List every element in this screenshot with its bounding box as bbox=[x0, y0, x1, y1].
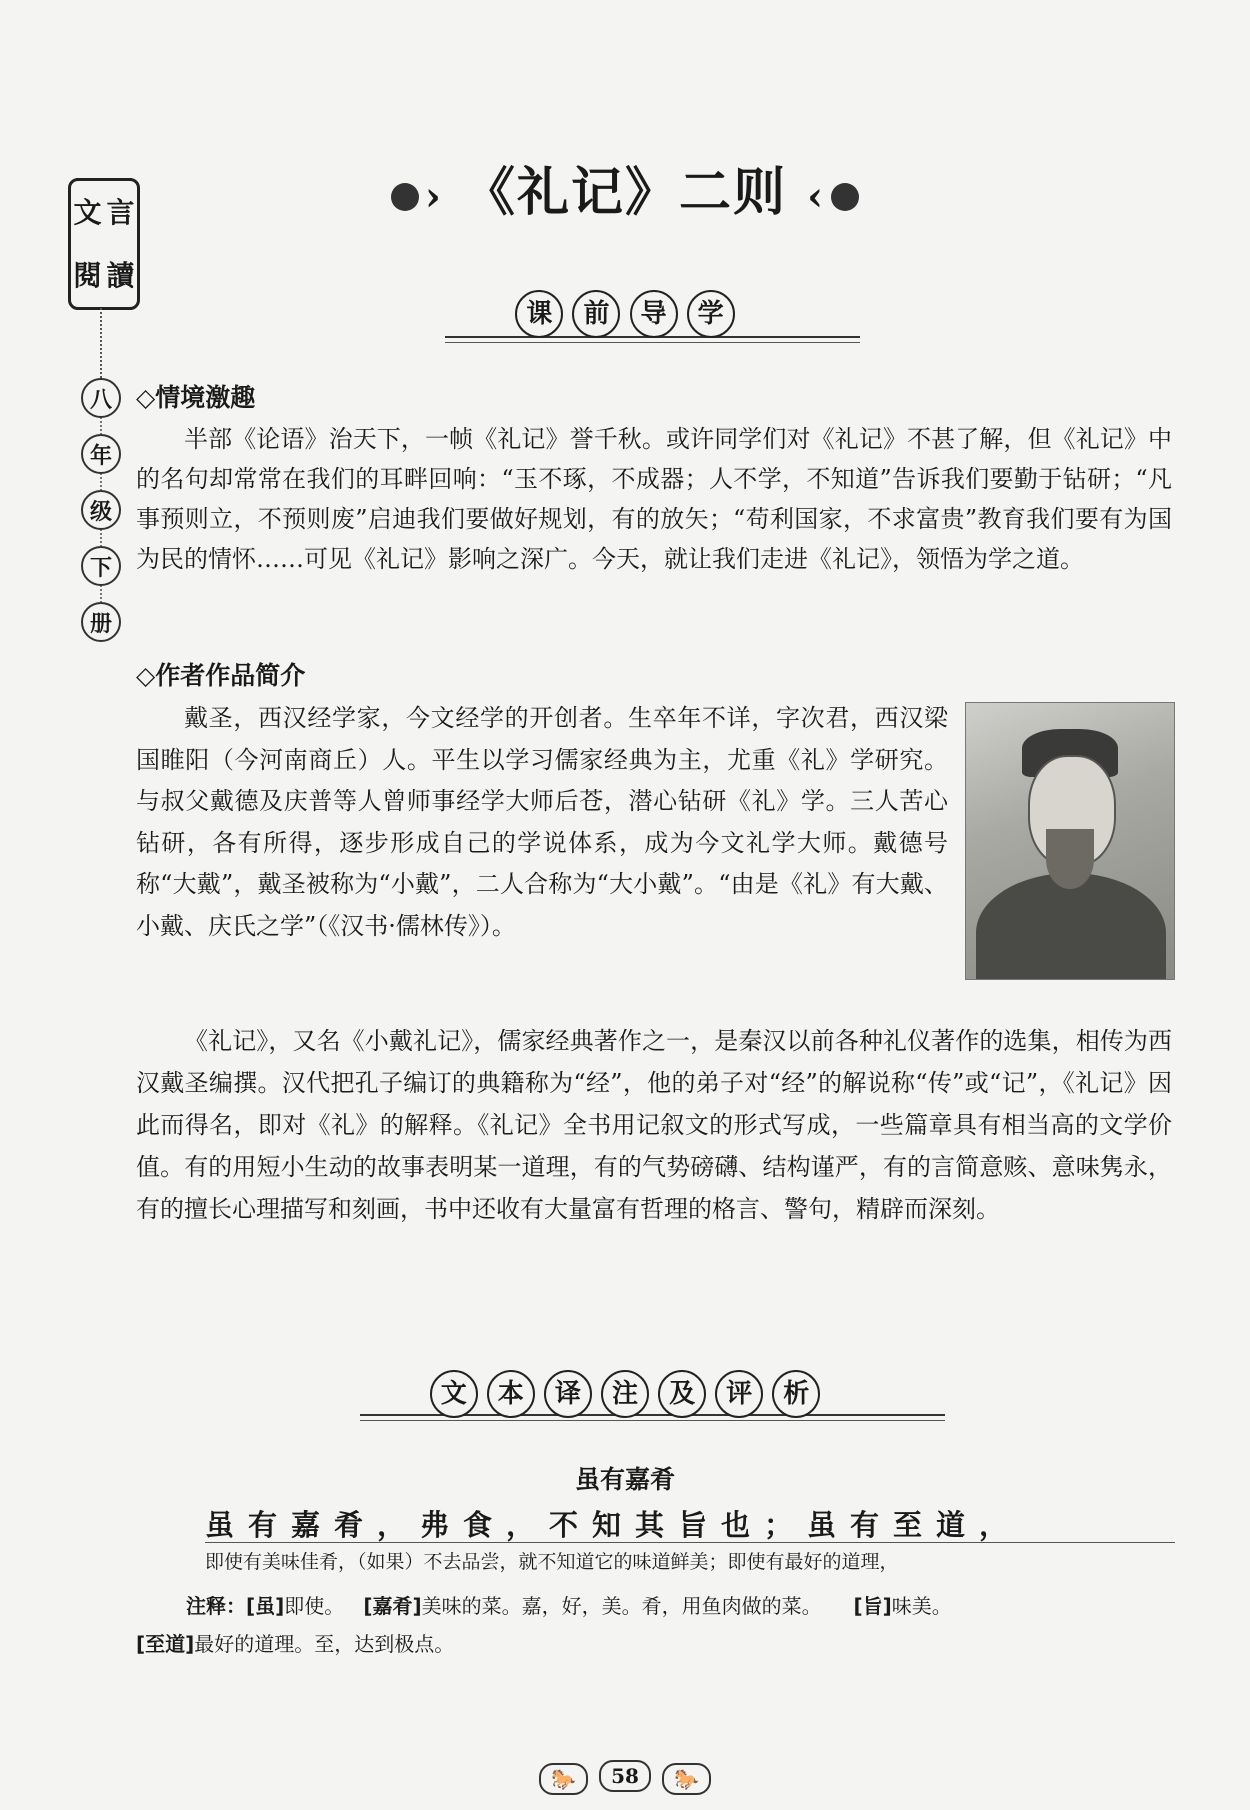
subheading-author: ◇作者作品简介 bbox=[136, 661, 306, 690]
author-paragraph: 戴圣，西汉经学家，今文经学的开创者。生卒年不详，字次君，西汉梁国睢阳（今河南商丘）人。平生以学习儒家经典为主，尤重《礼》学研究。与叔父戴德及庆普等人曾师事经学大师后苍，潜心钻研《礼》学。三人苦心钻研，各有所得，逐步形成自己的学说体系，成为今文礼学大师。戴德号称“大戴”，戴圣被称为“小戴”，二人合称为“大小戴”。“由是《礼》有大戴、小戴、庆氏之学”（《汉书·儒林传》）。 bbox=[136, 704, 948, 940]
heading-char: 课 bbox=[515, 290, 563, 338]
divider bbox=[445, 342, 860, 343]
heading-char: 译 bbox=[544, 1370, 592, 1418]
heading-char: 学 bbox=[687, 290, 735, 338]
bullet-icon bbox=[391, 183, 419, 211]
translation-text: 即使有美味佳肴，（如果）不去品尝，就不知道它的味道鲜美；即使有最好的道理， bbox=[205, 1551, 899, 1573]
grade-label bbox=[78, 378, 124, 658]
seal-char: 文 bbox=[73, 195, 102, 229]
heading-char: 注 bbox=[601, 1370, 649, 1418]
arrow-right-icon: › bbox=[424, 173, 443, 220]
notes-line-1 bbox=[186, 1590, 952, 1619]
heading-char: 及 bbox=[658, 1370, 706, 1418]
heading-char: 文 bbox=[430, 1370, 478, 1418]
carriage-icon: 🐎 bbox=[662, 1763, 711, 1795]
divider bbox=[360, 1420, 945, 1421]
portrait-beard bbox=[1046, 829, 1094, 889]
note-term: [旨] bbox=[853, 1594, 892, 1618]
page-number: 58 bbox=[599, 1760, 651, 1792]
title-text: 《礼记》二则 bbox=[462, 162, 787, 223]
grade-char: 级 bbox=[81, 490, 121, 530]
carriage-icon: 🐎 bbox=[539, 1763, 588, 1795]
heading-char: 本 bbox=[487, 1370, 535, 1418]
page-title bbox=[0, 150, 1250, 229]
note-text: 味美。 bbox=[891, 1594, 952, 1618]
grade-char: 年 bbox=[81, 434, 121, 474]
liji-paragraph: 《礼记》，又名《小戴礼记》，儒家经典著作之一，是秦汉以前各种礼仪著作的选集，相传为西汉戴圣编撰。汉代把孔子编订的典籍称为“经”，他的弟子对“经”的解说称“传”或“记”，《礼记》因此而得名，即对《礼》的解释。《礼记》全书用记叙文的形式写成，一些篇章具有相当高的文学价值。有的用短小生动的故事表明某一道理，有的气势磅礴、结构谨严，有的言简意赅、意味隽永，有的擅长心理描写和刻画，书中还收有大量富有哲理的格言、警句，精辟而深刻。 bbox=[136, 1027, 1172, 1223]
note-text: 最好的道理。至，达到极点。 bbox=[194, 1632, 455, 1656]
situation-paragraph: 半部《论语》治天下，一帧《礼记》誉千秋。或许同学们对《礼记》不甚了解，但《礼记》中的名句却常常在我们的耳畔回响：“玉不琢，不成器；人不学，不知道”告诉我们要勤于钻研；“凡事预则立，不预则废”启迪我们要做好规划，有的放矢；“苟利国家，不求富贵”教育我们要有为国为民的情怀……可见《礼记》影响之深广。今天，就让我们走进《礼记》，领悟为学之道。 bbox=[136, 425, 1172, 573]
subheading-situation: ◇情境激趣 bbox=[136, 383, 256, 412]
seal-char: 閱 bbox=[73, 258, 102, 292]
grade-char: 册 bbox=[81, 602, 121, 642]
seal-char: 言 bbox=[106, 195, 135, 229]
author-portrait bbox=[965, 702, 1175, 980]
heading-char: 前 bbox=[572, 290, 620, 338]
text-title: 虽有嘉肴 bbox=[574, 1465, 675, 1494]
heading-char: 评 bbox=[715, 1370, 763, 1418]
note-term: [至道] bbox=[136, 1632, 195, 1656]
grade-char: 八 bbox=[81, 378, 121, 418]
heading-char: 析 bbox=[772, 1370, 820, 1418]
note-term: [嘉肴] bbox=[363, 1594, 422, 1618]
original-text: 虽有嘉肴，弗食，不知其旨也；虽有至道， bbox=[205, 1508, 1023, 1542]
seal-char: 讀 bbox=[106, 258, 135, 292]
notes-label: 注释： bbox=[186, 1594, 246, 1618]
section-heading-text bbox=[0, 1370, 1250, 1418]
grade-char: 下 bbox=[81, 546, 121, 586]
portrait-robe bbox=[976, 873, 1166, 980]
note-text: 美味的菜。嘉，好，美。肴，用鱼肉做的菜。 bbox=[421, 1594, 822, 1618]
section-heading-preview bbox=[0, 290, 1250, 338]
note-term: [虽] bbox=[246, 1594, 285, 1618]
heading-char: 导 bbox=[630, 290, 678, 338]
arrow-left-icon: ‹ bbox=[807, 173, 826, 220]
divider bbox=[205, 1542, 1175, 1543]
page-footer bbox=[0, 1760, 1250, 1795]
bullet-icon bbox=[831, 183, 859, 211]
note-text: 即使。 bbox=[284, 1594, 345, 1618]
notes-line-2 bbox=[136, 1628, 454, 1657]
